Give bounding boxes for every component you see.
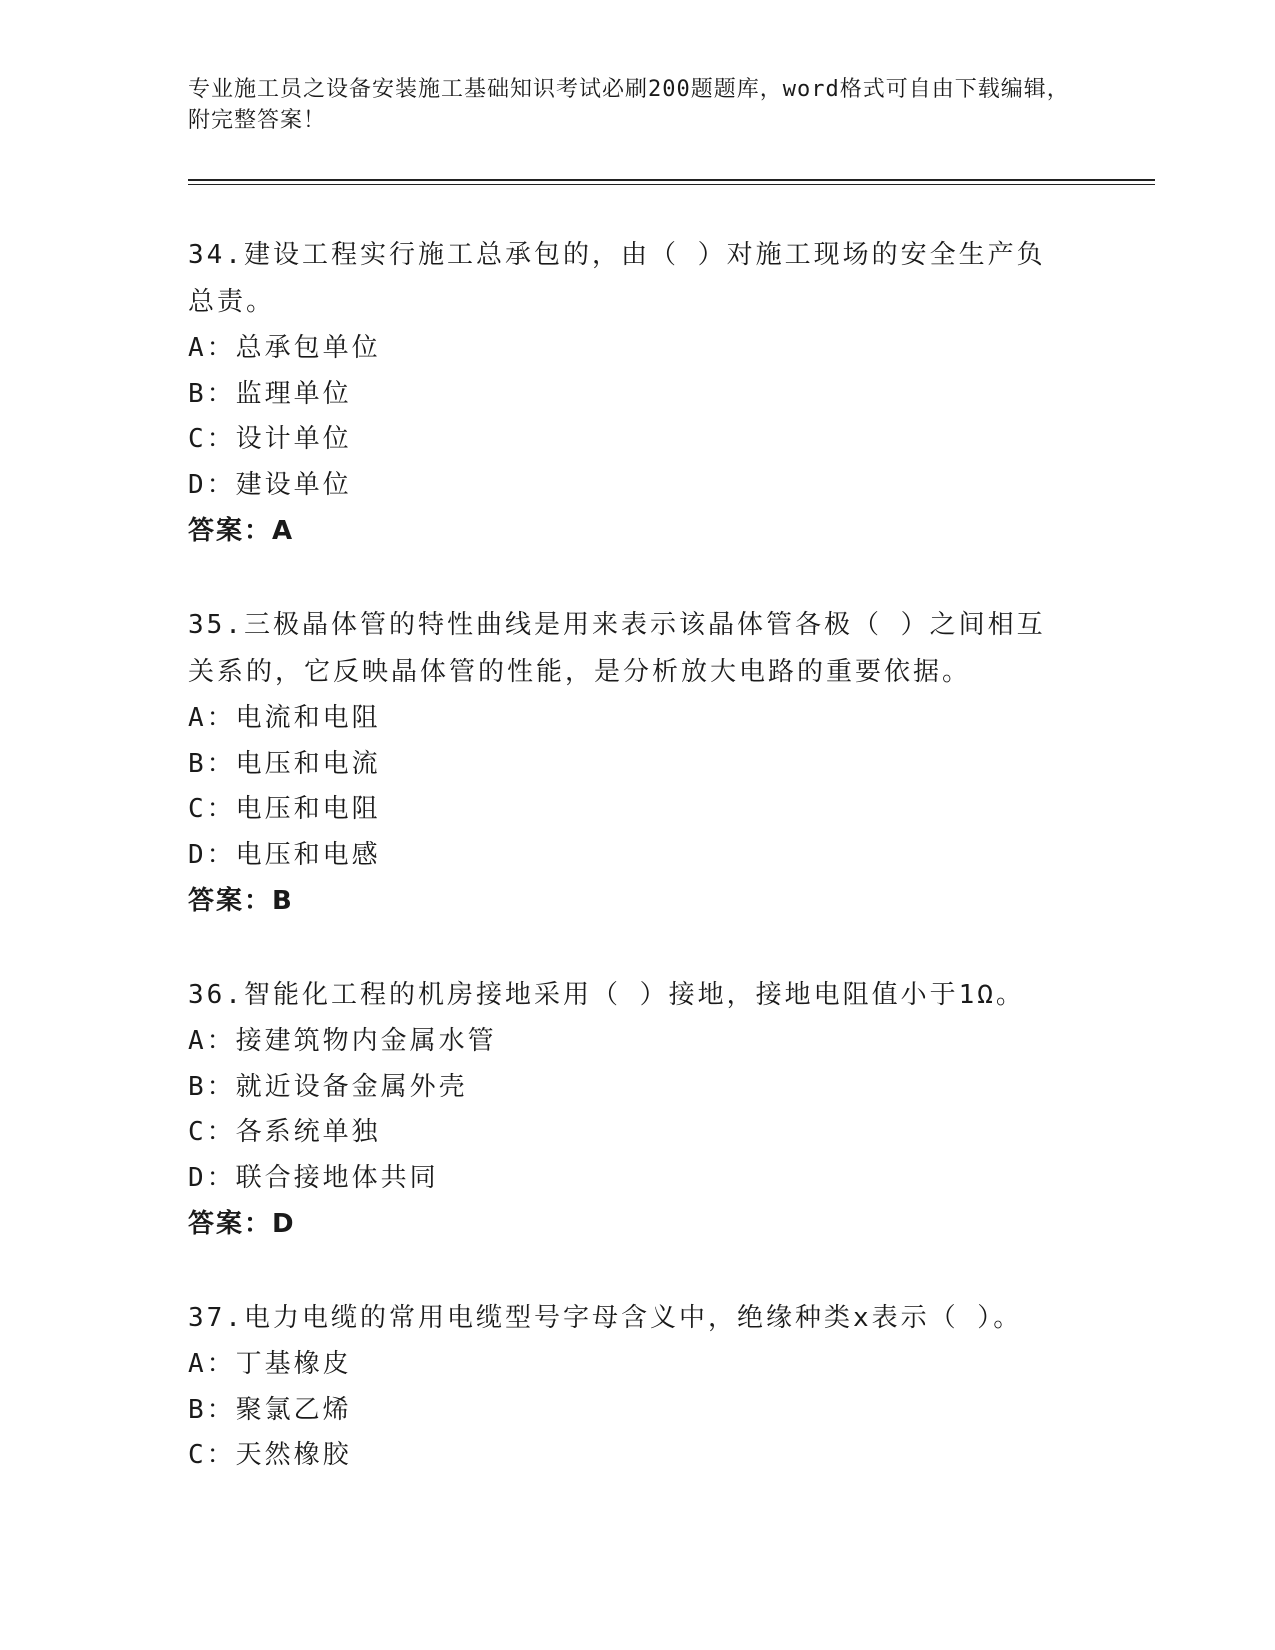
answer-label: 答案：D [188,1209,296,1239]
option-b: B：就近设备金属外壳 [188,1071,468,1102]
option-c: C：天然橡胶 [188,1440,352,1470]
option-c: C：设计单位 [188,424,352,454]
answer-label: 答案：A [188,516,295,546]
question-list [188,232,1068,1479]
question-stem: 35.三极晶体管的特性曲线是用来表示该晶体管各极（ ）之间相互关系的，它反映晶体管的性能，是分析放大电路的重要依据。 [188,610,1046,687]
option-c: C：电压和电阻 [188,794,381,824]
document-header: 专业施工员之设备安装施工基础知识考试必刷200题题库，word格式可自由下载编辑，附完整答案！ [188,77,1070,133]
option-d: D：联合接地体共同 [188,1162,439,1193]
option-b: B：监理单位 [188,378,352,409]
option-d: D：建设单位 [188,469,352,500]
answer-label: 答案：B [188,886,294,916]
option-a: A：丁基橡皮 [188,1349,352,1379]
option-a: A：总承包单位 [188,333,381,363]
header-divider-thick [188,179,1155,181]
question-stem: 37.电力电缆的常用电缆型号字母含义中，绝缘种类x表示（ ）。 [188,1303,1023,1333]
option-a: A：电流和电阻 [188,703,381,733]
option-b: B：电压和电流 [188,748,381,779]
question-stem: 36.智能化工程的机房接地采用（ ）接地，接地电阻值小于1Ω。 [188,980,1025,1010]
option-d: D：电压和电感 [188,839,381,870]
option-b: B：聚氯乙烯 [188,1394,352,1425]
question-37 [188,1295,1068,1479]
question-34 [188,232,1068,555]
option-c: C：各系统单独 [188,1117,381,1147]
option-a: A：接建筑物内金属水管 [188,1026,497,1056]
header-divider-thin [188,184,1155,185]
question-35 [188,602,1068,925]
question-stem: 34.建设工程实行施工总承包的，由（ ）对施工现场的安全生产负总责。 [188,240,1046,317]
question-36 [188,972,1068,1248]
